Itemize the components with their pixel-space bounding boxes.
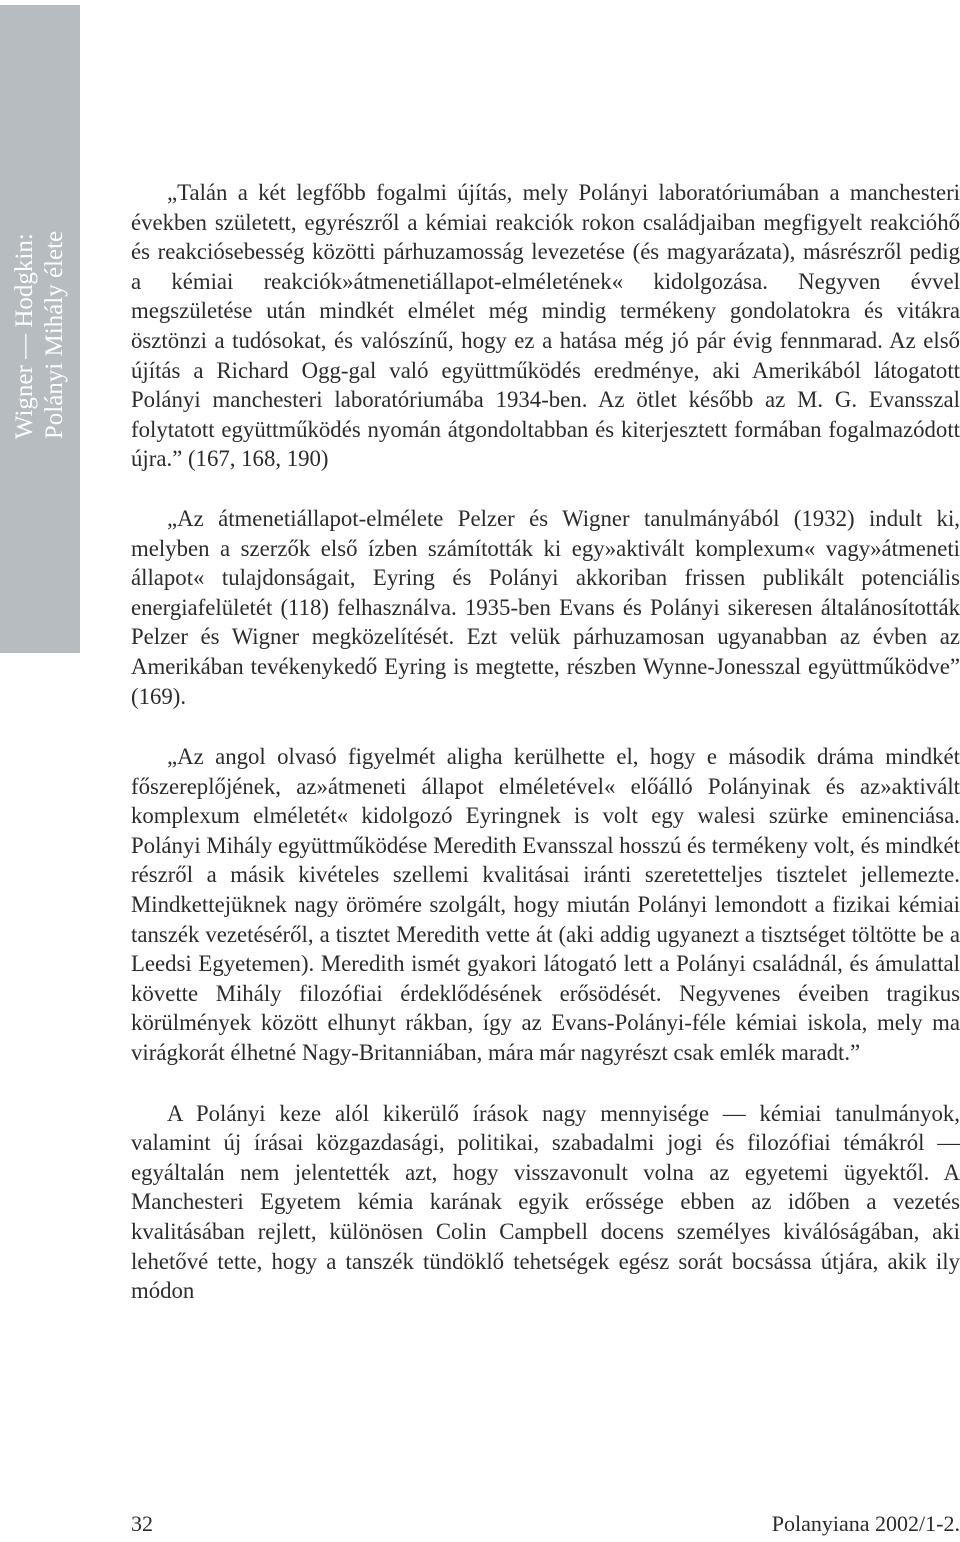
running-header-text bbox=[10, 231, 70, 439]
journal-title: Polanyiana 2002/1-2. bbox=[771, 1511, 960, 1536]
quote-paragraph-2: „Az átmenetiállapot-elmélete Pelzer és Wigner tanulmányából (1932) indult ki, melyben a szerzők első ízben számították ki egy»aktivált komplexum« vagy»átmeneti állapot« tulajdonságait, Eyring és Polányi akkoriban frissen publikált potenciális energiafelületét (118) felhasználva. 1935-ben Evans és Polányi sikeresen általánosították Pelzer és Wigner megközelítését. Ezt velük párhuzamosan ugyanabban az évben az Amerikában tevékenykedő Eyring is megtette, részben Wynne-Jonesszal együttműködve” (169). bbox=[131, 505, 960, 709]
running-header-line-2: Polányi Mihály élete bbox=[41, 230, 68, 440]
running-header-line-1: Wigner — Hodgkin: bbox=[11, 233, 38, 440]
quote-paragraph-3: „Az angol olvasó figyelmét aligha kerülhette el, hogy e második dráma mindkét főszereplőjének, az»átmeneti állapot elméletével« előálló Polányinak és az»aktivált komplexum elméletét« kidolgozó Eyringnek is volt egy walesi szürke eminenciása. Polányi Mihály együttműködése Meredith Evansszal hosszú és termékeny volt, és mindkét részről a másik kivételes szellemi kvalitásai iránti szeretetteljes tisztelet jellemezte. Mindkettejüknek nagy örömére szolgált, hogy miután Polányi lemondott a fizikai kémiai tanszék vezetéséről, a tisztet Meredith vette át (aki addig ugyanezt a tisztséget töltötte be a Leedsi Egyetemen). Meredith ismét gyakori látogató lett a Polányi családnál, és ámulattal követte Mihály filozófiai érdeklődésének erősödését. Negyvenes éveiben tragikus körülmények között elhunyt rákban, így az Evans-Polányi-féle kémiai iskola, mely ma virágkorát élhetné Nagy-Britanniában, mára már nagyrészt csak emlék maradt.” bbox=[131, 744, 960, 1066]
quote-paragraph-1: „Talán a két legfőbb fogalmi újítás, mely Polányi laboratóriumában a manchesteri években született, egyrészről a kémiai reakciók rokon családjaiban megfigyelt reakcióhő és reakciósebesség közötti párhuzamosság levezetése (és magyarázata), másrészről pedig a kémiai reakciók»átmenetiállapot-elméletének« kidolgozása. Negyven évvel megszületése után mindkét elmélet még mindig termékeny gondolatokra és vitákra ösztönzi a tudósokat, és valószínű, hogy ez a hatása még jó pár évig fennmarad. Az első újítás a Richard Ogg-gal való együttműködés eredménye, aki Amerikából látogatott Polányi manchesteri laboratóriumába 1934-ben. Az ötlet később az M. G. Evansszal folytatott együttműködés nyomán átgondoltabban és kiterjesztett formában fogalmazódott újra.” (167, 168, 190) bbox=[131, 180, 960, 472]
running-header-tab bbox=[0, 5, 80, 653]
page-number: 32 bbox=[131, 1511, 153, 1536]
body-text bbox=[131, 178, 960, 1337]
body-paragraph-4: A Polányi keze alól kikerülő írások nagy mennyisége — kémiai tanulmányok, valamint új írásai közgazdasági, politikai, szabadalmi jogi és filozófiai témákról — egyáltalán nem jelentették azt, hogy visszavonult volna az egyetemi ügyektől. A Manchesteri Egyetem kémia karának egyik erőssége ebben az időben a vezetés kvalitásában rejlett, különösen Colin Campbell docens személyes kiválóságában, aki lehetővé tette, hogy a tanszék tündöklő tehetségek egész sorát bocsássa útjára, akik ily módon bbox=[131, 1100, 960, 1304]
